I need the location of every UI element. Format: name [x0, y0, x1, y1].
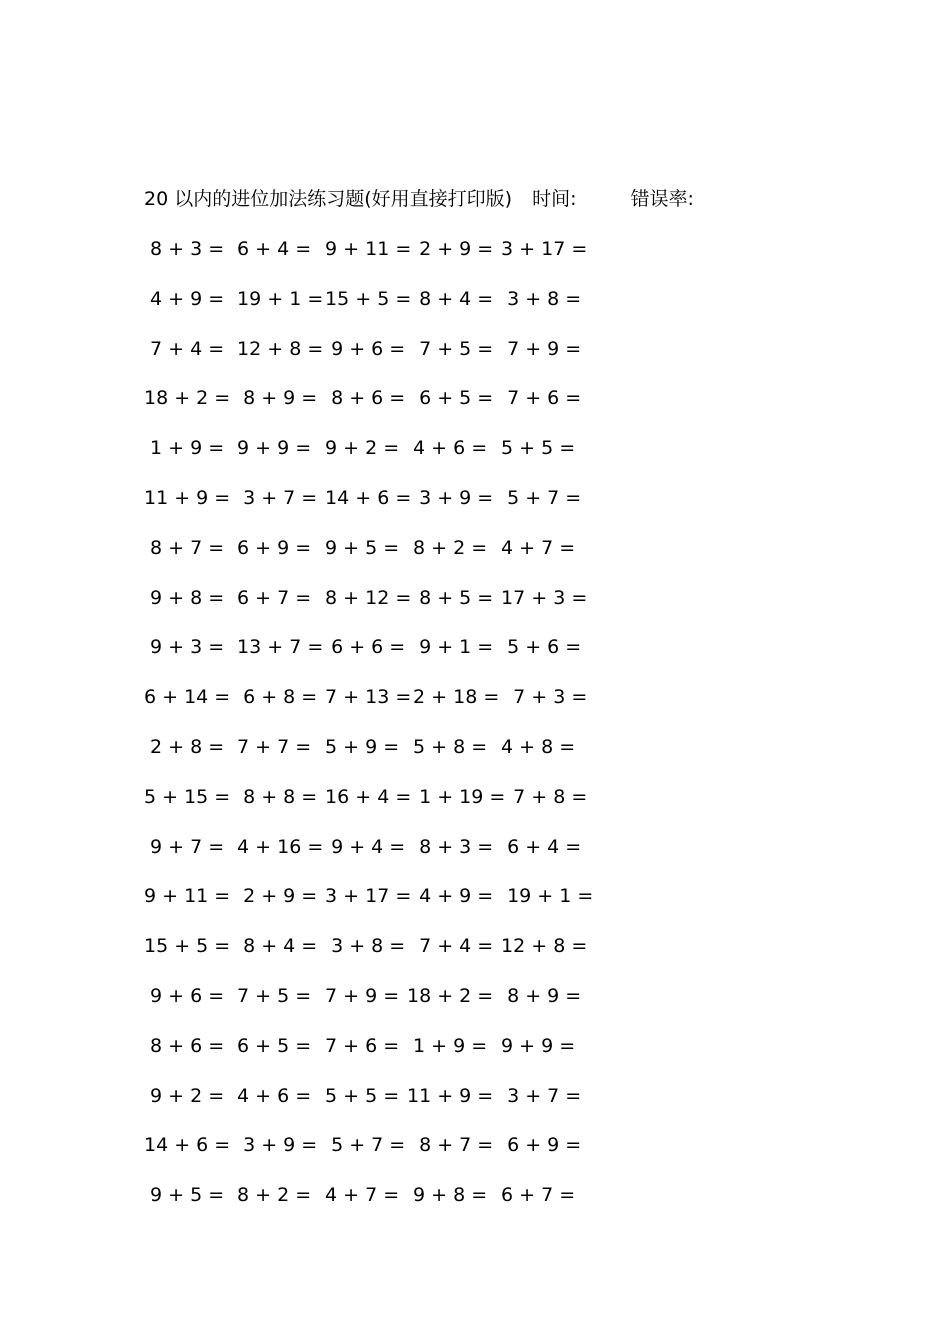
addition-problem: 8 + 3 =	[144, 238, 225, 260]
addition-problem: 9 + 11 =	[144, 885, 231, 908]
addition-problem: 14 + 6 =	[144, 1134, 231, 1157]
addition-problem: 8 + 12 =	[319, 586, 412, 609]
addition-problem: 15 + 5 =	[319, 287, 412, 310]
addition-problem: 17 + 3 =	[495, 586, 588, 609]
addition-problem: 9 + 3 =	[144, 636, 225, 659]
addition-problem: 6 + 4 =	[231, 238, 312, 260]
addition-problem: 9 + 8 =	[144, 586, 225, 609]
addition-problem: 5 + 7 =	[319, 1134, 406, 1157]
addition-problem: 3 + 17 =	[319, 885, 412, 908]
addition-problem: 6 + 5 =	[231, 1034, 312, 1057]
addition-problem: 9 + 11 =	[319, 238, 412, 260]
addition-problem: 7 + 6 =	[495, 387, 582, 410]
addition-problem: 9 + 5 =	[319, 536, 400, 559]
addition-problem: 8 + 8 =	[231, 785, 318, 808]
addition-problem: 8 + 9 =	[231, 387, 318, 410]
addition-problem: 7 + 7 =	[231, 735, 312, 758]
addition-problem: 3 + 17 =	[495, 238, 588, 260]
addition-problem: 12 + 8 =	[231, 337, 324, 360]
addition-problem: 2 + 9 =	[407, 238, 494, 260]
addition-problem: 7 + 9 =	[319, 984, 400, 1007]
addition-problem: 3 + 8 =	[495, 287, 582, 310]
addition-problem: 9 + 1 =	[407, 636, 494, 659]
addition-problem: 2 + 18 =	[407, 686, 500, 709]
addition-problem: 18 + 2 =	[144, 387, 231, 410]
addition-problem: 4 + 9 =	[407, 885, 494, 908]
addition-problem: 9 + 7 =	[144, 835, 225, 858]
addition-problem: 3 + 9 =	[231, 1134, 318, 1157]
addition-problem: 11 + 9 =	[144, 486, 231, 509]
error-rate-label: 错误率:	[630, 188, 694, 210]
addition-problem: 7 + 5 =	[231, 984, 312, 1007]
addition-problem: 2 + 8 =	[144, 735, 225, 758]
addition-problem: 7 + 6 =	[319, 1034, 400, 1057]
addition-problem: 6 + 4 =	[495, 835, 582, 858]
addition-problem: 3 + 9 =	[407, 486, 494, 509]
addition-problem: 5 + 5 =	[495, 437, 576, 460]
addition-problem: 9 + 6 =	[144, 984, 225, 1007]
addition-problem: 4 + 7 =	[495, 536, 576, 559]
addition-problem: 7 + 4 =	[407, 935, 494, 958]
addition-problem: 8 + 5 =	[407, 586, 494, 609]
addition-problem: 4 + 7 =	[319, 1184, 400, 1207]
addition-problem: 12 + 8 =	[495, 935, 588, 958]
addition-problem: 5 + 15 =	[144, 785, 231, 808]
addition-problem: 4 + 9 =	[144, 287, 225, 310]
addition-problem: 9 + 9 =	[495, 1034, 576, 1057]
addition-problem: 19 + 1 =	[231, 287, 324, 310]
addition-problem: 5 + 9 =	[319, 735, 400, 758]
addition-problem: 6 + 9 =	[495, 1134, 582, 1157]
addition-problem: 6 + 8 =	[231, 686, 318, 709]
addition-problem: 18 + 2 =	[407, 984, 494, 1007]
addition-problem: 4 + 16 =	[231, 835, 324, 858]
addition-problem: 7 + 8 =	[495, 785, 588, 808]
addition-problem: 9 + 2 =	[144, 1084, 225, 1107]
addition-problem: 1 + 9 =	[407, 1034, 488, 1057]
addition-problem: 11 + 9 =	[407, 1084, 494, 1107]
addition-problem: 8 + 4 =	[231, 935, 318, 958]
addition-problem: 9 + 6 =	[319, 337, 406, 360]
addition-problem: 6 + 7 =	[495, 1184, 576, 1207]
addition-problem: 5 + 5 =	[319, 1084, 400, 1107]
addition-problem: 1 + 9 =	[144, 437, 225, 460]
addition-problem: 7 + 5 =	[407, 337, 494, 360]
time-label: 时间:	[532, 188, 577, 210]
addition-problem: 9 + 4 =	[319, 835, 406, 858]
addition-problem: 8 + 7 =	[407, 1134, 494, 1157]
addition-problem: 4 + 6 =	[407, 437, 488, 460]
addition-problem: 1 + 19 =	[407, 785, 506, 808]
addition-problem: 8 + 9 =	[495, 984, 582, 1007]
addition-problem: 7 + 3 =	[495, 686, 588, 709]
addition-problem: 16 + 4 =	[319, 785, 412, 808]
worksheet-header	[144, 186, 694, 212]
addition-problem: 5 + 6 =	[495, 636, 582, 659]
addition-problem: 4 + 8 =	[495, 735, 576, 758]
addition-problem: 7 + 9 =	[495, 337, 582, 360]
addition-problem: 8 + 7 =	[144, 536, 225, 559]
addition-problem: 15 + 5 =	[144, 935, 231, 958]
addition-problem: 5 + 7 =	[495, 486, 582, 509]
addition-problem: 8 + 2 =	[231, 1184, 312, 1207]
addition-problem: 9 + 5 =	[144, 1184, 225, 1207]
addition-problem: 5 + 8 =	[407, 735, 488, 758]
addition-problem: 6 + 14 =	[144, 686, 231, 709]
addition-problem: 8 + 6 =	[319, 387, 406, 410]
addition-problem: 8 + 6 =	[144, 1034, 225, 1057]
addition-problem: 3 + 7 =	[231, 486, 318, 509]
addition-problem: 8 + 2 =	[407, 536, 488, 559]
addition-problem: 9 + 9 =	[231, 437, 312, 460]
addition-problem: 7 + 13 =	[319, 686, 412, 709]
addition-problem: 6 + 9 =	[231, 536, 312, 559]
addition-problem: 6 + 5 =	[407, 387, 494, 410]
addition-problem: 8 + 4 =	[407, 287, 494, 310]
addition-problem: 9 + 2 =	[319, 437, 400, 460]
addition-problem: 8 + 3 =	[407, 835, 494, 858]
worksheet-title: 20 以内的进位加法练习题(好用直接打印版)	[144, 188, 513, 210]
addition-problem: 14 + 6 =	[319, 486, 412, 509]
addition-problem: 19 + 1 =	[495, 885, 594, 908]
addition-problem: 7 + 4 =	[144, 337, 225, 360]
addition-problem: 4 + 6 =	[231, 1084, 312, 1107]
addition-problem: 3 + 7 =	[495, 1084, 582, 1107]
addition-problem: 2 + 9 =	[231, 885, 318, 908]
addition-problem: 6 + 6 =	[319, 636, 406, 659]
addition-problem: 6 + 7 =	[231, 586, 312, 609]
addition-problem: 3 + 8 =	[319, 935, 406, 958]
addition-problem: 13 + 7 =	[231, 636, 324, 659]
addition-problem: 9 + 8 =	[407, 1184, 488, 1207]
